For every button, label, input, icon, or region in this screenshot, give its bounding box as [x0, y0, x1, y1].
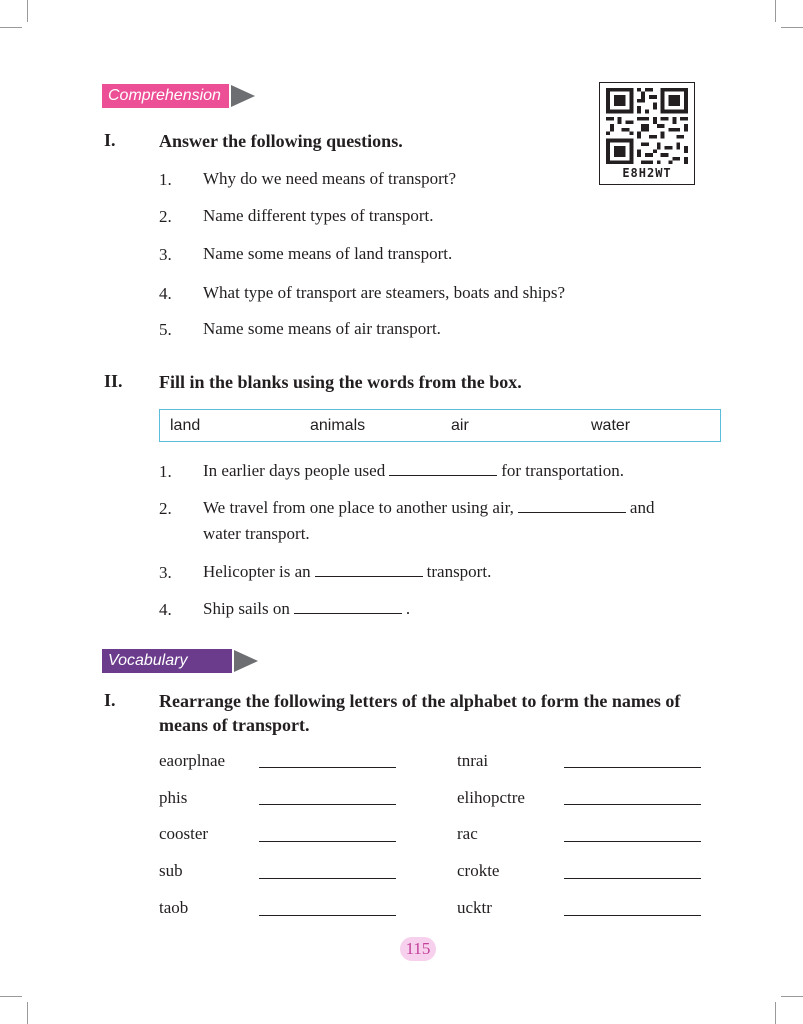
item-text-continued: water transport.: [203, 524, 310, 543]
question-number: 5.: [159, 320, 172, 339]
jumbled-word: tnrai: [457, 751, 489, 770]
item-number: 4.: [159, 600, 172, 619]
answer-line[interactable]: [259, 767, 396, 768]
answer-line[interactable]: [259, 841, 396, 842]
crop-mark: [27, 1002, 28, 1024]
item-text-before: In earlier days people used: [203, 461, 386, 480]
question-number: 3.: [159, 245, 172, 264]
word-box-word: air: [451, 417, 469, 434]
answer-blank[interactable]: [518, 498, 626, 513]
answer-line[interactable]: [259, 804, 396, 805]
question-text: Why do we need means of transport?: [203, 169, 457, 188]
section-number: I.: [104, 690, 116, 710]
answer-line[interactable]: [564, 804, 701, 805]
item-text-after: .: [405, 599, 411, 618]
item-text-before: Ship sails on: [203, 599, 290, 618]
answer-line[interactable]: [564, 915, 701, 916]
qr-code-box[interactable]: [599, 82, 695, 185]
word-box-word: land: [170, 417, 201, 434]
vocabulary-tag-label: Vocabulary: [102, 649, 232, 673]
crop-mark: [775, 0, 776, 22]
crop-mark: [0, 996, 22, 997]
jumbled-word: phis: [159, 788, 188, 807]
answer-line[interactable]: [564, 878, 701, 879]
vocabulary-tag: [102, 649, 258, 673]
crop-mark: [27, 0, 28, 22]
answer-blank[interactable]: [389, 461, 497, 476]
jumbled-word: elihopctre: [457, 788, 525, 807]
arrow-icon: [231, 85, 255, 107]
section-heading: Fill in the blanks using the words from the box.: [159, 372, 522, 392]
item-text-after: transport.: [426, 562, 492, 581]
item-text-after: and: [629, 498, 655, 517]
section-number: II.: [104, 371, 123, 391]
item-text-after: for transportation.: [501, 461, 624, 480]
jumbled-word: rac: [457, 824, 478, 843]
item-number: 3.: [159, 563, 172, 582]
comprehension-tag-label: Comprehension: [102, 84, 229, 108]
answer-blank[interactable]: [294, 599, 402, 614]
comprehension-tag: [102, 84, 255, 108]
crop-mark: [0, 27, 22, 28]
answer-line[interactable]: [564, 841, 701, 842]
crop-mark: [775, 1002, 776, 1024]
jumbled-word: crokte: [457, 861, 500, 880]
word-box-word: animals: [310, 417, 366, 434]
crop-mark: [781, 27, 803, 28]
section-heading: Answer the following questions.: [159, 131, 403, 151]
fill-blank-item: [203, 458, 624, 484]
answer-blank[interactable]: [315, 562, 423, 577]
qr-code-icon: [606, 88, 688, 164]
question-number: 1.: [159, 170, 172, 189]
word-box-word: water: [591, 417, 631, 434]
question-text: What type of transport are steamers, boats and ships?: [203, 283, 566, 302]
jumbled-word: sub: [159, 861, 183, 880]
question-text: Name some means of air transport.: [203, 319, 441, 338]
fill-blank-item: [203, 596, 410, 622]
item-text-before: We travel from one place to another using air,: [203, 498, 514, 517]
jumbled-word: cooster: [159, 824, 209, 843]
jumbled-word: taob: [159, 898, 189, 917]
qr-code-label: E8H2WT: [622, 166, 672, 180]
section-heading-continued: means of transport.: [159, 715, 310, 735]
answer-line[interactable]: [259, 878, 396, 879]
item-text-before: Helicopter is an: [203, 562, 311, 581]
item-number: 1.: [159, 462, 172, 481]
section-number: I.: [104, 130, 116, 150]
answer-line[interactable]: [259, 915, 396, 916]
answer-line[interactable]: [564, 767, 701, 768]
question-text: Name different types of transport.: [203, 206, 434, 225]
question-text: Name some means of land transport.: [203, 244, 453, 263]
jumbled-word: eaorplnae: [159, 751, 226, 770]
crop-mark: [781, 996, 803, 997]
question-number: 4.: [159, 284, 172, 303]
item-number: 2.: [159, 499, 172, 518]
question-number: 2.: [159, 207, 172, 226]
fill-blank-item: [203, 559, 491, 585]
fill-blank-item: [203, 495, 654, 521]
section-heading: Rearrange the following letters of the alphabet to form the names of: [159, 691, 681, 711]
arrow-icon: [234, 650, 258, 672]
page-number: 115: [400, 937, 436, 961]
jumbled-word: ucktr: [457, 898, 492, 917]
word-box: [159, 409, 721, 442]
